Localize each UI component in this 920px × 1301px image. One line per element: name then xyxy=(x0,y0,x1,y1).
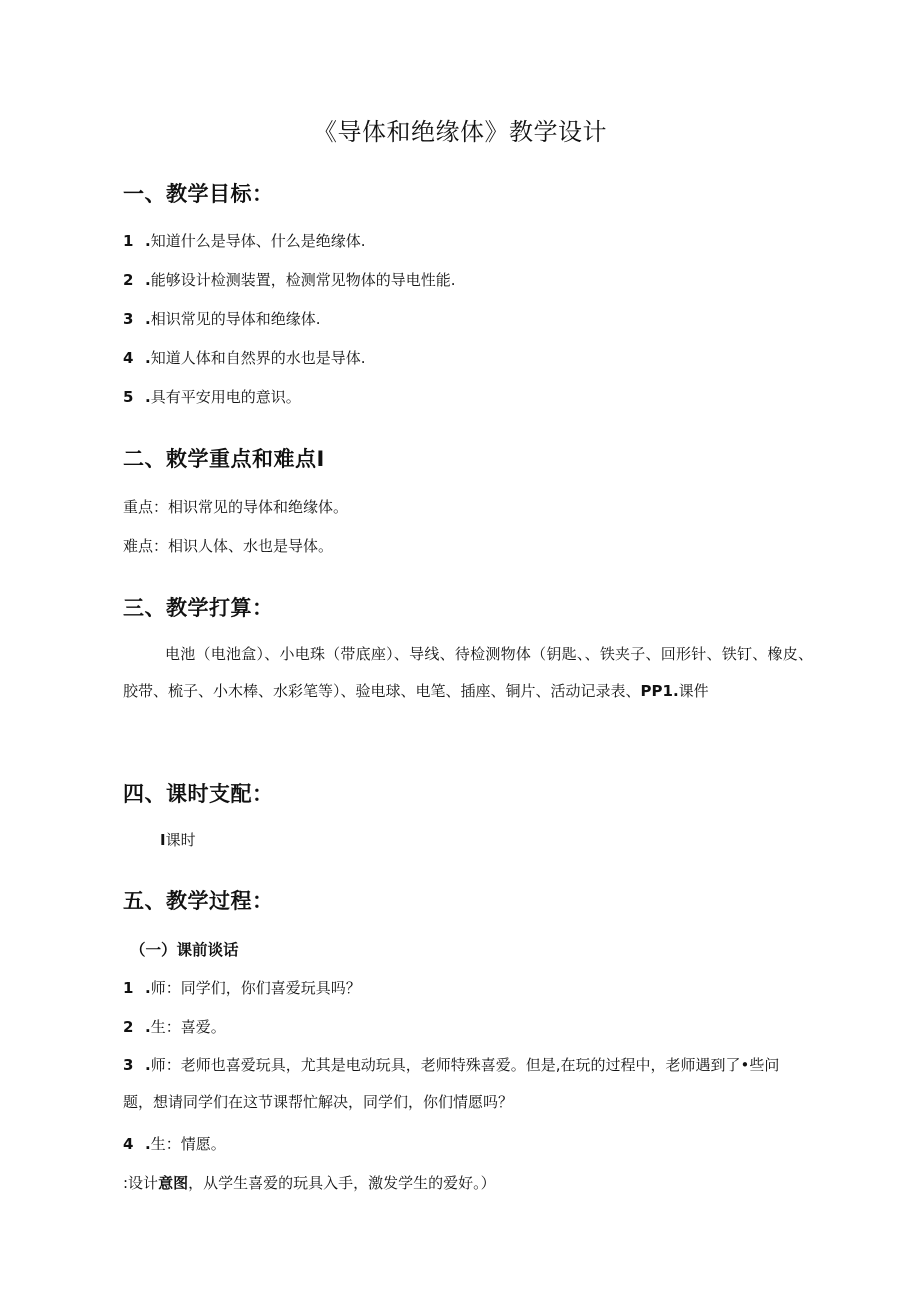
goal-text: 具有平安用电的意识。 xyxy=(150,388,301,406)
time-unit: 课时 xyxy=(165,831,196,849)
process-text: 生：喜爱。 xyxy=(150,1018,226,1036)
focus-difficulty: 难点：相识人体、水也是导体。 xyxy=(123,537,334,555)
note-text: ，从学生喜爱的玩具入手，激发学生的爱好。） xyxy=(188,1174,496,1192)
process-subheading: （一）课前谈话 xyxy=(130,941,239,959)
goal-text: 知道人体和自然界的水也是导体. xyxy=(150,349,366,367)
time-count: I xyxy=(160,831,166,849)
goal-item: 5 .具有平安用电的意识。 xyxy=(123,388,301,406)
goal-item: 2 .能够设计检测装置，检测常见物体的导电性能. xyxy=(123,271,456,289)
time-value xyxy=(160,829,196,850)
section-focus-heading: 二、敕学重点和难点I xyxy=(123,447,325,471)
goal-item: 3 .相识常见的导体和绝缘体. xyxy=(123,310,321,328)
goal-item: 4 .知道人体和自然界的水也是导体. xyxy=(123,349,366,367)
process-text: 生：情愿。 xyxy=(150,1135,226,1153)
note-prefix: :设计 xyxy=(123,1174,159,1192)
goal-number: 4 xyxy=(123,349,134,367)
focus-key-point: 重点：相识常见的导体和绝缘体。 xyxy=(123,498,349,516)
prep-courseware: 课件 xyxy=(678,682,709,700)
goal-number: 2 xyxy=(123,271,134,289)
process-item: 3 .师：老师也喜爱玩具，尤其是电动玩具，老师特殊喜爱。但是,在玩的过程中，老师遇到了•些问题，想请同学们在这节课帮忙解决，同学们，你们情愿吗？ xyxy=(123,1047,803,1121)
section-process-heading: 五、教学过程： xyxy=(123,889,274,913)
process-number: 3 xyxy=(123,1056,134,1074)
section-time-heading: 四、课时支配： xyxy=(123,782,274,806)
process-item: 1 .师：同学们，你们喜爱玩具吗？ xyxy=(123,979,361,997)
process-item: 2 .生：喜爱。 xyxy=(123,1018,226,1036)
goal-item: 1 .知道什么是导体、什么是绝缘体. xyxy=(123,232,366,250)
prep-materials: 电池（电池盒）、小电珠（带底座）、导线、待检测物体（钥匙、、铁夹子、回形针、铁钉、橡皮、胶带、梳子、小木棒、水彩笔等）、验电球、电笔、插座、铜片、活动记录表、 xyxy=(123,645,813,700)
process-number: 1 xyxy=(123,979,134,997)
note-label: 意图 xyxy=(158,1174,189,1192)
goal-number: 5 xyxy=(123,388,134,406)
section-prep-heading: 三、教学打算： xyxy=(123,596,274,620)
process-number: 2 xyxy=(123,1018,134,1036)
goal-number: 1 xyxy=(123,232,134,250)
goal-text: 相识常见的导体和绝缘体. xyxy=(150,310,321,328)
document-title: 《导体和绝缘体》教学设计 xyxy=(313,118,607,146)
goal-text: 知道什么是导体、什么是绝缘体. xyxy=(150,232,366,250)
design-intent-note xyxy=(123,1172,496,1193)
prep-ppt-label: PP1. xyxy=(640,682,679,700)
process-number: 4 xyxy=(123,1135,134,1153)
goal-text: 能够设计检测装置，检测常见物体的导电性能. xyxy=(150,271,456,289)
goal-number: 3 xyxy=(123,310,134,328)
process-text: 师：老师也喜爱玩具，尤其是电动玩具，老师特殊喜爱。但是,在玩的过程中，老师遇到了•些问题，想请同学们在这节课帮忙解决，同学们，你们情愿吗？ xyxy=(123,1056,780,1111)
prep-paragraph xyxy=(123,636,813,710)
process-text: 师：同学们，你们喜爱玩具吗？ xyxy=(150,979,361,997)
process-item: 4 .生：情愿。 xyxy=(123,1135,226,1153)
section-goals-heading: 一、教学目标： xyxy=(123,182,274,206)
